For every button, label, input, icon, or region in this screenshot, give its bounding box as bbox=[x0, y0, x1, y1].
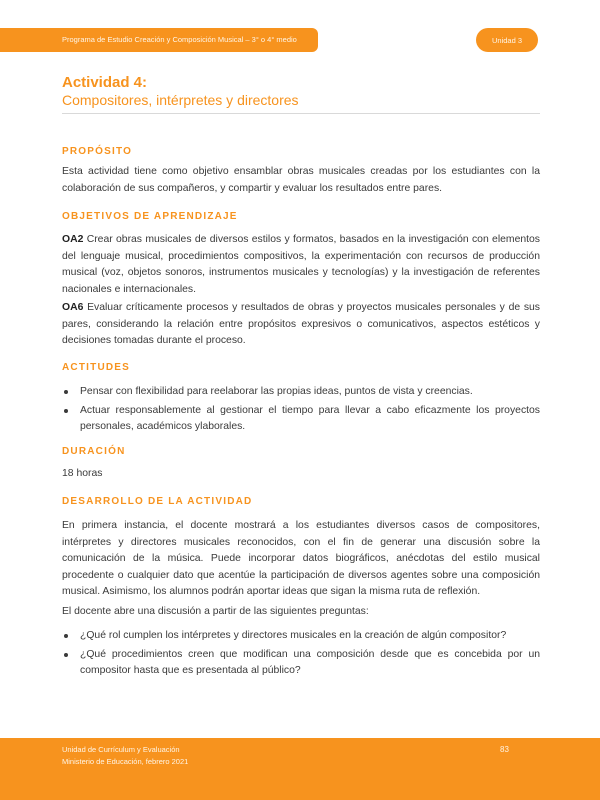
list-item-text: Pensar con flexibilidad para reelaborar las propias ideas, puntos de vista y creencias. bbox=[80, 386, 473, 397]
desarrollo-text: En primera instancia, el docente mostrará a los estudiantes diversos casos de compositores, intérpretes y directores musicales reconocidos, con el fin de generar una discusión sobre la comunicación de la música. Puede incorporar datos biográficos, anécdotas del estilo musical procedente o cualquier dato que acentúe la participación de diversos agentes sobre una composición musical. Asimismo, los alumnos podrán aportar ideas que sigan la misma ruta de reflexión. bbox=[62, 520, 540, 598]
list-item-text: Actuar responsablemente al gestionar el tiempo para llevar a cabo eficazmente los proyectos personales, académicos ylaborales. bbox=[80, 404, 540, 433]
heading-duracion: DURACIÓN bbox=[62, 446, 126, 457]
duracion-text: 18 horas bbox=[62, 468, 103, 479]
activity-title: Actividad 4: bbox=[62, 74, 148, 91]
bullet-icon bbox=[64, 653, 68, 657]
bullet-icon bbox=[64, 634, 68, 638]
objective-code: OA2 bbox=[62, 234, 84, 245]
heading-proposito: PROPÓSITO bbox=[62, 146, 133, 157]
list-item bbox=[62, 384, 540, 401]
footer-ministry: Ministerio de Educación, febrero 2021 bbox=[62, 757, 189, 766]
unit-badge: Unidad 3 bbox=[476, 28, 538, 52]
bullet-icon bbox=[64, 409, 68, 413]
title-divider bbox=[62, 113, 540, 114]
list-item bbox=[62, 628, 540, 645]
page-number: 83 bbox=[500, 745, 509, 754]
list-item bbox=[62, 403, 540, 436]
list-item bbox=[62, 647, 540, 680]
list-item-text: ¿Qué procedimientos creen que modifican una composición desde que es concebida por un compositor hasta que es presentada al público? bbox=[80, 648, 540, 677]
bullet-icon bbox=[64, 390, 68, 394]
objective-oa6 bbox=[62, 300, 540, 350]
program-title: Programa de Estudio Creación y Composición Musical – 3° o 4° medio bbox=[62, 35, 297, 44]
objective-code: OA6 bbox=[62, 302, 84, 313]
heading-desarrollo: DESARROLLO DE LA ACTIVIDAD bbox=[62, 496, 253, 507]
desarrollo-intro: El docente abre una discusión a partir de las siguientes preguntas: bbox=[62, 606, 369, 617]
objective-text: Evaluar críticamente procesos y resultados de obras y proyectos musicales personales y de sus pares, considerando la relación entre propósitos expresivos o comunicativos, aspectos estéticos y decisiones tomadas durante el proceso. bbox=[62, 302, 540, 347]
activity-subtitle: Compositores, intérpretes y directores bbox=[62, 92, 299, 108]
questions-list bbox=[62, 628, 540, 682]
list-item-text: ¿Qué rol cumplen los intérpretes y directores musicales en la creación de algún compositor? bbox=[80, 630, 507, 641]
proposito-text: Esta actividad tiene como objetivo ensamblar obras musicales creadas por los estudiantes con la colaboración de sus compañeros, y compartir y evaluar los resultados entre pares. bbox=[62, 166, 540, 194]
actitudes-list bbox=[62, 384, 540, 438]
objective-oa2 bbox=[62, 232, 540, 298]
heading-actitudes: ACTITUDES bbox=[62, 362, 131, 373]
objective-text: Crear obras musicales de diversos estilos y formatos, basados en la investigación con elementos del lenguaje musical, procedimientos compositivos, la experimentación con recursos de producción musical (voz, objetos sonoros, instrumentos musicales y tecnologías) y la investigación de referentes nacionales e internacionales. bbox=[62, 234, 540, 295]
heading-objetivos: OBJETIVOS DE APRENDIZAJE bbox=[62, 211, 238, 222]
footer-unit: Unidad de Currículum y Evaluación bbox=[62, 745, 180, 754]
